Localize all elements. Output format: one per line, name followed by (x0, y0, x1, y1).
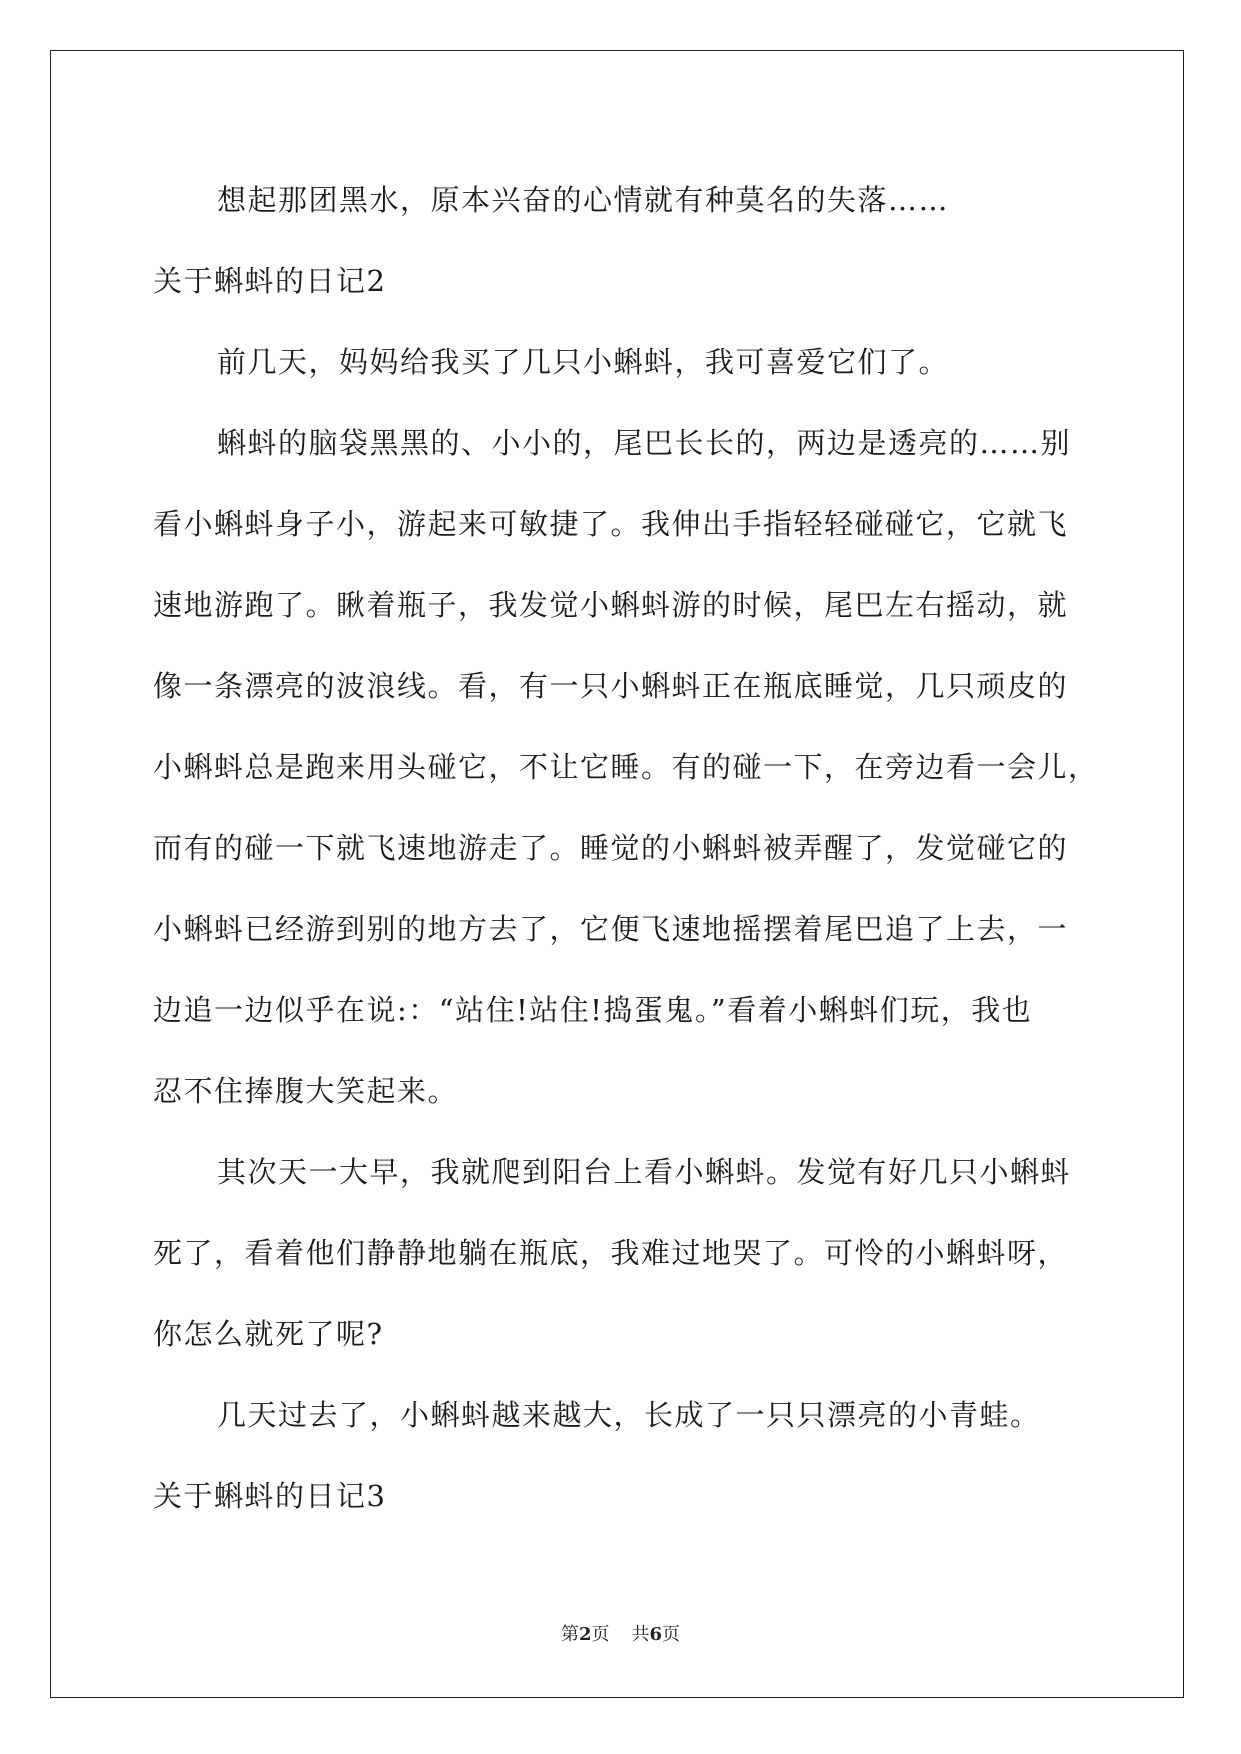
paragraph-line: 速地游跑了。瞅着瓶子，我发觉小蝌蚪游的时候，尾巴左右摇动，就 (153, 588, 1069, 622)
paragraph-line: 小蝌蚪总是跑来用头碰它，不让它睡。有的碰一下，在旁边看一会儿， (153, 750, 1099, 784)
page-current: 2 (578, 1624, 592, 1645)
section-heading: 关于蝌蚪的日记3 (153, 1479, 387, 1513)
total-suffix: 页 (662, 1624, 681, 1645)
document-body (153, 160, 1118, 1537)
paragraph-line: 想起那团黑水，原本兴奋的心情就有种莫名的失落…… (217, 183, 950, 217)
paragraph-line: 死了，看着他们静静地躺在瓶底，我难过地哭了。可怜的小蝌蚪呀， (153, 1236, 1069, 1270)
page-prefix: 第 (560, 1624, 579, 1645)
paragraph-line: 其次天一大早，我就爬到阳台上看小蝌蚪。发觉有好几只小蝌蚪 (217, 1155, 1072, 1189)
paragraph-line: 看小蝌蚪身子小，游起来可敏捷了。我伸出手指轻轻碰碰它，它就飞 (153, 507, 1069, 541)
paragraph-line: 你怎么就死了呢? (153, 1317, 384, 1351)
paragraph-line: 边追一边似乎在说:：“站住!站住!捣蛋鬼。”看着小蝌蚪们玩，我也 (153, 993, 1033, 1027)
page-total: 6 (649, 1624, 663, 1645)
paragraph-line: 几天过去了，小蝌蚪越来越大，长成了一只只漂亮的小青蛙。 (217, 1398, 1041, 1432)
page-footer (0, 1620, 1241, 1646)
section-heading: 关于蝌蚪的日记2 (153, 264, 387, 298)
paragraph-line: 前几天，妈妈给我买了几只小蝌蚪，我可喜爱它们了。 (217, 345, 950, 379)
paragraph-line: 而有的碰一下就飞速地游走了。睡觉的小蝌蚪被弄醒了，发觉碰它的 (153, 831, 1069, 865)
total-prefix: 共 (631, 1624, 650, 1645)
paragraph-line: 小蝌蚪已经游到别的地方去了，它便飞速地摇摆着尾巴追了上去，一 (153, 912, 1069, 946)
paragraph-line: 像一条漂亮的波浪线。看，有一只小蝌蚪正在瓶底睡觉，几只顽皮的 (153, 669, 1069, 703)
paragraph-line: 忍不住捧腹大笑起来。 (153, 1074, 459, 1108)
page-suffix: 页 (591, 1624, 610, 1645)
paragraph-line: 蝌蚪的脑袋黑黑的、小小的，尾巴长长的，两边是透亮的……别 (217, 426, 1072, 460)
